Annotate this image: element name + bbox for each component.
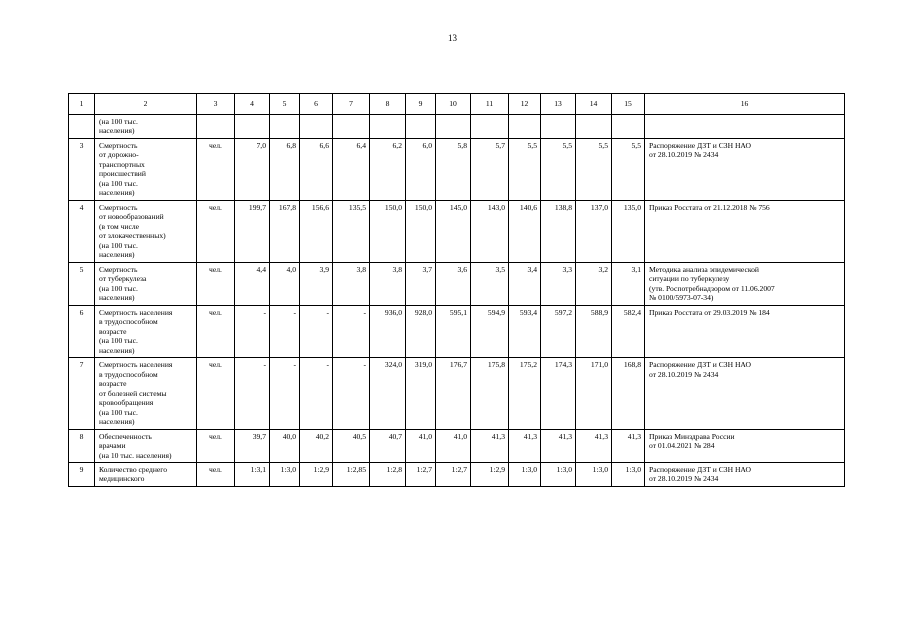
- value-cell: 6,0: [406, 138, 436, 200]
- row-number: 9: [69, 462, 95, 486]
- value-cell: -: [235, 305, 270, 357]
- value-cell: 936,0: [370, 305, 406, 357]
- value-cell: 3,4: [509, 262, 541, 305]
- column-header: 10: [436, 94, 471, 115]
- column-header: 9: [406, 94, 436, 115]
- source-document: [645, 305, 845, 357]
- indicator-name-line: происшествий: [99, 169, 146, 179]
- value-cell: 150,0: [406, 200, 436, 262]
- table-row: [69, 358, 845, 429]
- value-cell: [235, 115, 270, 139]
- value-cell: 143,0: [471, 200, 509, 262]
- value-cell: 594,9: [471, 305, 509, 357]
- column-header: 13: [541, 94, 576, 115]
- source-document-line: от 01.04.2021 № 284: [649, 441, 715, 451]
- value-cell: 1:3,0: [541, 462, 576, 486]
- value-cell: 41,0: [436, 429, 471, 462]
- row-number: 4: [69, 200, 95, 262]
- indicator-name-line: (на 100 тыс.: [99, 240, 138, 250]
- indicator-name-line: (на 100 тыс.: [99, 117, 138, 126]
- value-cell: -: [300, 305, 333, 357]
- value-cell: 5,8: [436, 138, 471, 200]
- column-header: 4: [235, 94, 270, 115]
- value-cell: 1:2,8: [370, 462, 406, 486]
- value-cell: 597,2: [541, 305, 576, 357]
- indicator-name-line: Обеспеченность: [99, 431, 152, 441]
- value-cell: 40,2: [300, 429, 333, 462]
- indicator-name-line: (в том числе: [99, 221, 140, 231]
- value-cell: 3,7: [406, 262, 436, 305]
- value-cell: [300, 115, 333, 139]
- value-cell: [576, 115, 612, 139]
- indicator-name-line: населения): [99, 126, 135, 136]
- source-document: [645, 138, 845, 200]
- indicator-name: [95, 429, 197, 462]
- indicator-name-line: (на 100 тыс.: [99, 407, 138, 417]
- unit-cell: чел.: [197, 305, 235, 357]
- value-cell: 1:2,7: [406, 462, 436, 486]
- value-cell: 1:3,1: [235, 462, 270, 486]
- source-document-line: Распоряжение ДЗТ и СЗН НАО: [649, 140, 752, 150]
- value-cell: [541, 115, 576, 139]
- unit-cell: чел.: [197, 138, 235, 200]
- value-cell: 4,4: [235, 262, 270, 305]
- value-cell: 41,0: [406, 429, 436, 462]
- value-cell: 3,8: [370, 262, 406, 305]
- unit-cell: чел.: [197, 462, 235, 486]
- table-row: [69, 462, 845, 486]
- value-cell: [370, 115, 406, 139]
- indicator-name-line: (на 100 тыс.: [99, 283, 138, 293]
- value-cell: 150,0: [370, 200, 406, 262]
- page-number: 13: [448, 33, 457, 43]
- indicator-name-line: Смертность населения: [99, 360, 173, 370]
- row-number: 6: [69, 305, 95, 357]
- value-cell: [406, 115, 436, 139]
- value-cell: -: [333, 305, 370, 357]
- indicator-name: [95, 462, 197, 486]
- column-header: 12: [509, 94, 541, 115]
- indicator-name-line: от туберкулеза: [99, 274, 147, 284]
- value-cell: 324,0: [370, 358, 406, 429]
- indicator-name-line: Количество среднего: [99, 464, 167, 474]
- header-row: [69, 94, 845, 115]
- source-document: [645, 358, 845, 429]
- value-cell: 3,2: [576, 262, 612, 305]
- value-cell: 199,7: [235, 200, 270, 262]
- indicator-name-line: (на 100 тыс.: [99, 336, 138, 346]
- unit-cell: чел.: [197, 262, 235, 305]
- value-cell: 3,5: [471, 262, 509, 305]
- value-cell: 1:3,0: [509, 462, 541, 486]
- source-document: [645, 262, 845, 305]
- row-number: 5: [69, 262, 95, 305]
- value-cell: 135,0: [612, 200, 645, 262]
- indicator-name-line: населения): [99, 188, 135, 198]
- table-row: [69, 200, 845, 262]
- source-document-line: Методика анализа эпидемической: [649, 264, 759, 274]
- source-document-line: Приказ Минздрава России: [649, 431, 735, 441]
- indicator-name-line: возрасте: [99, 379, 127, 389]
- value-cell: 40,7: [370, 429, 406, 462]
- value-cell: 175,8: [471, 358, 509, 429]
- source-document-line: от 28.10.2019 № 2434: [649, 474, 719, 484]
- value-cell: 167,8: [270, 200, 300, 262]
- value-cell: 1:2,9: [471, 462, 509, 486]
- value-cell: 40,0: [270, 429, 300, 462]
- value-cell: 41,3: [541, 429, 576, 462]
- unit-cell: чел.: [197, 429, 235, 462]
- column-header: 14: [576, 94, 612, 115]
- value-cell: 137,0: [576, 200, 612, 262]
- value-cell: 5,5: [541, 138, 576, 200]
- unit-cell: чел.: [197, 358, 235, 429]
- source-document: [645, 429, 845, 462]
- indicator-name-line: от болезней системы: [99, 388, 167, 398]
- source-document-line: Приказ Росстата от 29.03.2019 № 184: [649, 307, 770, 317]
- row-number: 7: [69, 358, 95, 429]
- value-cell: 41,3: [576, 429, 612, 462]
- column-header: 6: [300, 94, 333, 115]
- value-cell: 138,8: [541, 200, 576, 262]
- column-header: 8: [370, 94, 406, 115]
- value-cell: [509, 115, 541, 139]
- indicator-name-line: медицинского: [99, 474, 145, 484]
- value-cell: 171,0: [576, 358, 612, 429]
- indicator-name: [95, 115, 197, 139]
- row-number: 8: [69, 429, 95, 462]
- value-cell: 168,8: [612, 358, 645, 429]
- indicator-name-line: от новообразований: [99, 212, 164, 222]
- value-cell: 928,0: [406, 305, 436, 357]
- indicator-name: [95, 358, 197, 429]
- value-cell: [270, 115, 300, 139]
- row-number: 3: [69, 138, 95, 200]
- value-cell: 175,2: [509, 358, 541, 429]
- unit-cell: [197, 115, 235, 139]
- indicator-name-line: транспортных: [99, 159, 145, 169]
- indicator-name-line: населения): [99, 417, 135, 427]
- value-cell: 6,6: [300, 138, 333, 200]
- value-cell: 145,0: [436, 200, 471, 262]
- value-cell: 6,4: [333, 138, 370, 200]
- value-cell: 41,3: [471, 429, 509, 462]
- value-cell: -: [300, 358, 333, 429]
- indicator-name: [95, 262, 197, 305]
- value-cell: 588,9: [576, 305, 612, 357]
- row-number: [69, 115, 95, 139]
- value-cell: 1:2,9: [300, 462, 333, 486]
- unit-cell: чел.: [197, 200, 235, 262]
- value-cell: 1:3,0: [270, 462, 300, 486]
- value-cell: 595,1: [436, 305, 471, 357]
- value-cell: 5,5: [576, 138, 612, 200]
- table-row: [69, 115, 845, 139]
- value-cell: 4,0: [270, 262, 300, 305]
- value-cell: [333, 115, 370, 139]
- source-document-line: № 0100/5973-07-34): [649, 293, 714, 303]
- source-document-line: ситуации по туберкулезу: [649, 274, 730, 284]
- value-cell: 1:3,0: [612, 462, 645, 486]
- source-document-line: Распоряжение ДЗТ и СЗН НАО: [649, 464, 752, 474]
- value-cell: [471, 115, 509, 139]
- indicator-name-line: населения): [99, 293, 135, 303]
- indicator-name-line: врачами: [99, 441, 126, 451]
- value-cell: 319,0: [406, 358, 436, 429]
- value-cell: 5,5: [509, 138, 541, 200]
- column-header: 16: [645, 94, 845, 115]
- column-header: 3: [197, 94, 235, 115]
- value-cell: 5,5: [612, 138, 645, 200]
- column-header: 2: [95, 94, 197, 115]
- value-cell: 6,2: [370, 138, 406, 200]
- source-document: [645, 115, 845, 139]
- table-row: [69, 429, 845, 462]
- indicator-name-line: (на 100 тыс.: [99, 178, 138, 188]
- value-cell: 593,4: [509, 305, 541, 357]
- value-cell: [612, 115, 645, 139]
- indicators-table: [68, 93, 845, 487]
- value-cell: 41,3: [509, 429, 541, 462]
- value-cell: 7,0: [235, 138, 270, 200]
- value-cell: 582,4: [612, 305, 645, 357]
- table-row: [69, 262, 845, 305]
- indicator-name-line: в трудоспособном: [99, 317, 158, 327]
- source-document: [645, 200, 845, 262]
- value-cell: 3,8: [333, 262, 370, 305]
- source-document-line: Приказ Росстата от 21.12.2018 № 756: [649, 202, 770, 212]
- value-cell: 40,5: [333, 429, 370, 462]
- value-cell: 39,7: [235, 429, 270, 462]
- table-row: [69, 305, 845, 357]
- value-cell: -: [270, 358, 300, 429]
- value-cell: 3,1: [612, 262, 645, 305]
- indicator-name-line: Смертность населения: [99, 307, 173, 317]
- indicator-name-line: в трудоспособном: [99, 369, 158, 379]
- value-cell: 6,8: [270, 138, 300, 200]
- indicator-name-line: от дорожно-: [99, 150, 139, 160]
- value-cell: 174,3: [541, 358, 576, 429]
- indicator-name-line: населения): [99, 345, 135, 355]
- value-cell: 3,3: [541, 262, 576, 305]
- value-cell: -: [270, 305, 300, 357]
- value-cell: 41,3: [612, 429, 645, 462]
- indicator-name-line: кровообращения: [99, 398, 154, 408]
- value-cell: 156,6: [300, 200, 333, 262]
- column-header: 7: [333, 94, 370, 115]
- value-cell: 1:2,85: [333, 462, 370, 486]
- indicator-name-line: Смертность: [99, 264, 138, 274]
- source-document-line: от 28.10.2019 № 2434: [649, 369, 719, 379]
- value-cell: 1:2,7: [436, 462, 471, 486]
- source-document-line: от 28.10.2019 № 2434: [649, 150, 719, 160]
- value-cell: 5,7: [471, 138, 509, 200]
- value-cell: -: [235, 358, 270, 429]
- indicator-name: [95, 305, 197, 357]
- column-header: 15: [612, 94, 645, 115]
- table-row: [69, 138, 845, 200]
- column-header: 1: [69, 94, 95, 115]
- indicator-name-line: возрасте: [99, 326, 127, 336]
- column-header: 11: [471, 94, 509, 115]
- value-cell: [436, 115, 471, 139]
- indicator-name: [95, 200, 197, 262]
- indicator-name: [95, 138, 197, 200]
- indicator-name-line: Смертность: [99, 202, 138, 212]
- table-body: [69, 94, 845, 487]
- value-cell: 3,9: [300, 262, 333, 305]
- indicator-name-line: от злокачественных): [99, 231, 166, 241]
- value-cell: 176,7: [436, 358, 471, 429]
- value-cell: 135,5: [333, 200, 370, 262]
- indicator-name-line: (на 10 тыс. населения): [99, 450, 172, 460]
- value-cell: -: [333, 358, 370, 429]
- indicator-name-line: населения): [99, 250, 135, 260]
- value-cell: 1:3,0: [576, 462, 612, 486]
- indicator-name-line: Смертность: [99, 140, 138, 150]
- value-cell: 140,6: [509, 200, 541, 262]
- source-document-line: Распоряжение ДЗТ и СЗН НАО: [649, 360, 752, 370]
- source-document-line: (утв. Роспотребнадзором от 11.06.2007: [649, 283, 775, 293]
- source-document: [645, 462, 845, 486]
- column-header: 5: [270, 94, 300, 115]
- value-cell: 3,6: [436, 262, 471, 305]
